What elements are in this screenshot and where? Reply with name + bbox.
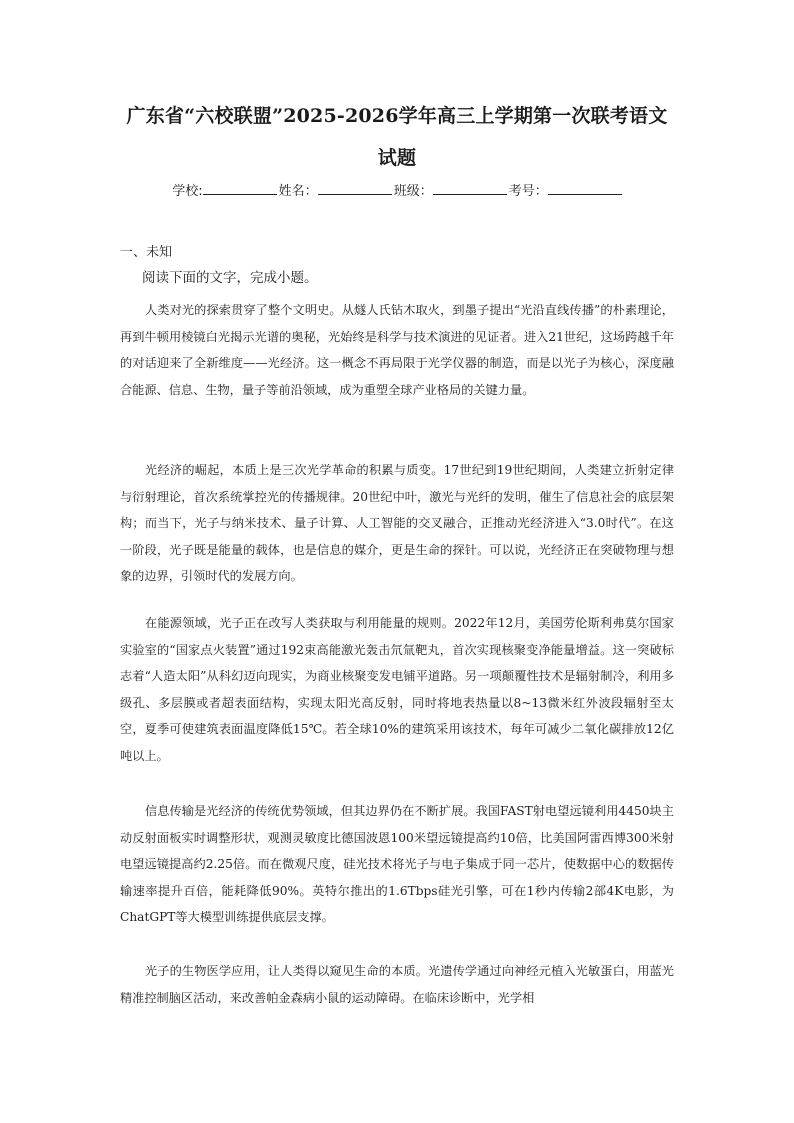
school-label: 学校: <box>172 184 203 199</box>
reading-instruction: 阅读下面的文字，完成小题。 <box>142 270 318 286</box>
paragraph-2: 光经济的崛起，本质上是三次光学革命的积累与质变。17世纪到19世纪期间，人类建立折射定律与衍射理论，首次系统掌控光的传播规律。20世纪中叶，激光与光纤的发明，催生了信息社会的底层架构；而当下，光子与纳米技术、量子计算、人工智能的交叉融合，正推动光经济进入“3.0时代”。在这一阶段，光子既是能量的载体，也是信息的媒介，更是生命的探针。可以说，光经济正在突破物理与想象的边界，引领时代的发展方向。 <box>120 463 674 583</box>
class-blank <box>433 180 507 195</box>
school-field <box>172 180 276 202</box>
paragraph-5: 光子的生物医学应用，让人类得以窥见生命的本质。光遗传学通过向神经元植入光敏蛋白，用蓝光精准控制脑区活动，来改善帕金森病小鼠的运动障碍。在临床诊断中，光学相 <box>120 964 674 1005</box>
paragraph-4: 信息传输是光经济的传统优势领域，但其边界仍在不断扩展。我国FAST射电望远镜利用4450块主动反射面板实时调整形状，观测灵敏度比德国波恩100米望远镜提高约10倍，比美国阿雷西博300米射电望远镜提高约2.25倍。而在微观尺度，硅光技术将光子与电子集成于同一芯片，使数据中心的数据传输速率提升百倍，能耗降低90%。英特尔推出的1.6Tbps硅光引擎，可在1秒内传输2部4K电影，为ChatGPT等大模型训练提供底层支撑。 <box>120 804 674 924</box>
exam-number-blank <box>548 180 622 195</box>
student-info-row <box>0 180 794 202</box>
name-blank <box>318 180 392 195</box>
class-label: 班级： <box>393 184 433 199</box>
section-heading: 一、未知 <box>120 245 173 260</box>
school-blank <box>203 180 277 195</box>
exam-number-label: 考号： <box>508 184 548 199</box>
exam-number-field <box>509 180 622 202</box>
paragraph-1: 人类对光的探索贯穿了整个文明史。从燧人氏钻木取火，到墨子提出“光沿直线传播”的朴素理论，再到牛顿用棱镜白光揭示光谱的奥秘，光始终是科学与技术演进的见证者。进入21世纪，这场跨越千年的对话迎来了全新维度——光经济。这一概念不再局限于光学仪器的制造，而是以光子为核心，深度融合能源、信息、生物，量子等前沿领域，成为重塑全球产业格局的关键力量。 <box>120 303 674 397</box>
class-field <box>394 180 507 202</box>
document-title-line-2: 试题 <box>377 147 417 169</box>
name-label: 姓名： <box>278 184 318 199</box>
name-field <box>279 180 392 202</box>
paragraph-3: 在能源领域，光子正在改写人类获取与利用能量的规则。2022年12月，美国劳伦斯利弗莫尔国家实验室的“国家点火装置”通过192束高能激光轰击氘氚靶丸，首次实现核聚变净能量增益。这一突破标志着“人造太阳”从科幻迈向现实，为商业核聚变发电铺平道路。另一项颠覆性技术是辐射制冷，利用多级孔、多层膜或者超表面结构，实现太阳光高反射，同时将地表热量以8~13微米红外波段辐射至太空，夏季可使建筑表面温度降低15℃。若全球10%的建筑采用该技术，每年可减少二氧化碳排放12亿吨以上。 <box>120 616 674 763</box>
document-title-line-1: 广东省“六校联盟”2025-2026学年高三上学期第一次联考语文 <box>126 105 668 127</box>
